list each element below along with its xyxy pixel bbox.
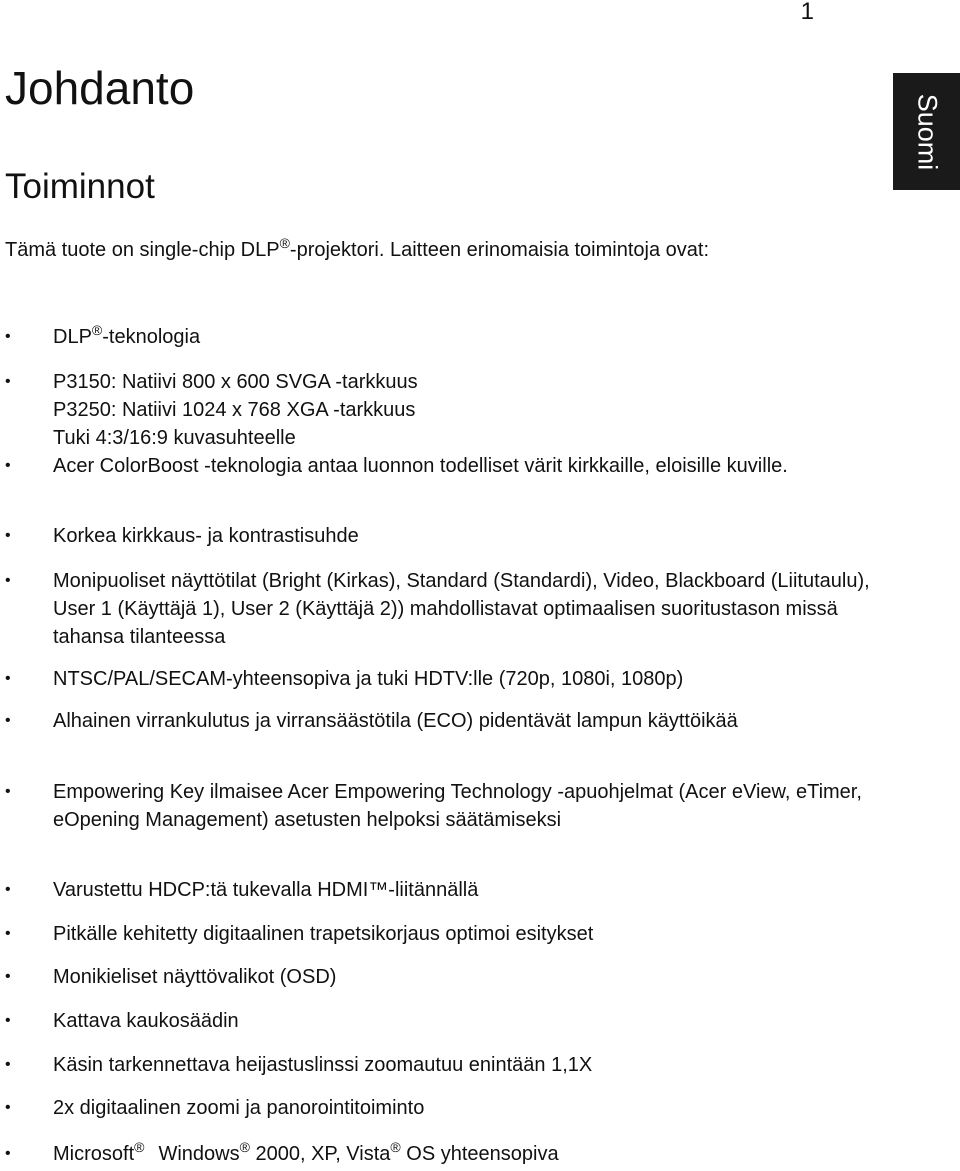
- feature-item-windows: [5, 1140, 875, 1168]
- feature-item-digital-zoom: [5, 1094, 875, 1122]
- feature-text: OS yhteensopiva: [406, 1143, 559, 1165]
- feature-item-brightness: [5, 522, 875, 550]
- feature-line: P3250: Natiivi 1024 x 768 XGA -tarkkuus: [53, 399, 416, 421]
- feature-text: Korkea kirkkaus- ja kontrastisuhde: [53, 525, 359, 547]
- feature-text: Monipuoliset näyttötilat (Bright (Kirkas), Standard (Standardi), Video, Blackboard (Liitutaulu), User 1 (Käyttäjä 1), User 2 (Käyttäjä 2)) mahdollistavat optimaalisen suoritustason missä tahansa tilanteessa: [53, 570, 870, 648]
- feature-item-empowering-key: [5, 778, 875, 834]
- section-title: Toiminnot: [5, 167, 155, 206]
- feature-text: DLP: [53, 326, 92, 348]
- bullet-icon: •: [5, 783, 11, 800]
- feature-item-osd: [5, 963, 875, 991]
- feature-text: 2000, XP, Vista: [255, 1143, 391, 1165]
- registered-mark: ®: [239, 1139, 250, 1155]
- page-title: Johdanto: [5, 62, 195, 114]
- feature-text: Käsin tarkennettava heijastuslinssi zoomautuu enintään 1,1X: [53, 1054, 593, 1076]
- bullet-icon: •: [5, 881, 11, 898]
- feature-text: Varustettu HDCP:tä tukevalla HDMI™-liitännällä: [53, 879, 479, 901]
- bullet-icon: •: [5, 572, 11, 589]
- feature-text: NTSC/PAL/SECAM-yhteensopiva ja tuki HDTV:lle (720p, 1080i, 1080p): [53, 668, 684, 690]
- bullet-icon: •: [5, 670, 11, 687]
- feature-text: -teknologia: [102, 326, 201, 348]
- bullet-icon: •: [5, 373, 11, 390]
- registered-mark: ®: [134, 1139, 145, 1155]
- feature-text: Alhainen virrankulutus ja virransäästötila (ECO) pidentävät lampun käyttöikää: [53, 710, 738, 732]
- language-tab-label: Suomi: [912, 93, 942, 170]
- feature-item-keystone: [5, 920, 875, 948]
- feature-item-remote: [5, 1007, 875, 1035]
- feature-item-eco: [5, 707, 875, 735]
- language-tab: [893, 73, 960, 190]
- bullet-icon: •: [5, 712, 11, 729]
- feature-item-display-modes: [5, 567, 875, 651]
- feature-text: 2x digitaalinen zoomi ja panorointitoiminto: [53, 1097, 425, 1119]
- intro-text-start: Tämä tuote on single-chip DLP: [5, 239, 280, 261]
- feature-text: Kattava kaukosäädin: [53, 1010, 239, 1032]
- bullet-icon: •: [5, 1012, 11, 1029]
- feature-item-dlp: [5, 323, 875, 351]
- feature-item-resolution: [5, 368, 875, 452]
- feature-text: Acer ColorBoost -teknologia antaa luonnon todelliset värit kirkkaille, eloisille kuville.: [53, 455, 788, 477]
- bullet-icon: •: [5, 1145, 11, 1162]
- feature-text: Pitkälle kehitetty digitaalinen trapetsikorjaus optimoi esitykset: [53, 923, 594, 945]
- feature-item-ntsc: [5, 665, 875, 693]
- bullet-icon: •: [5, 925, 11, 942]
- bullet-icon: •: [5, 1099, 11, 1116]
- feature-text: Monikieliset näyttövalikot (OSD): [53, 966, 337, 988]
- feature-item-zoom-lens: [5, 1051, 875, 1079]
- feature-item-hdmi: [5, 876, 875, 904]
- page-number: 1: [800, 0, 814, 25]
- registered-mark: ®: [390, 1139, 401, 1155]
- intro-text-end: -projektori. Laitteen erinomaisia toimintoja ovat:: [289, 239, 710, 261]
- feature-item-colorboost: [5, 452, 875, 480]
- bullet-icon: •: [5, 328, 11, 345]
- registered-mark: ®: [279, 235, 290, 251]
- bullet-icon: •: [5, 1056, 11, 1073]
- feature-text: Microsoft: [53, 1143, 135, 1165]
- bullet-icon: •: [5, 968, 11, 985]
- feature-text: Empowering Key ilmaisee Acer Empowering Technology -apuohjelmat (Acer eView, eTimer, eOpening Management) asetusten helpoksi säätämiseksi: [53, 781, 862, 831]
- feature-line: P3150: Natiivi 800 x 600 SVGA -tarkkuus: [53, 371, 418, 393]
- feature-text: Windows: [158, 1143, 240, 1165]
- feature-line: Tuki 4:3/16:9 kuvasuhteelle: [53, 427, 296, 449]
- bullet-icon: •: [5, 527, 11, 544]
- bullet-icon: •: [5, 457, 11, 474]
- intro-paragraph: [5, 236, 805, 264]
- registered-mark: ®: [91, 322, 103, 338]
